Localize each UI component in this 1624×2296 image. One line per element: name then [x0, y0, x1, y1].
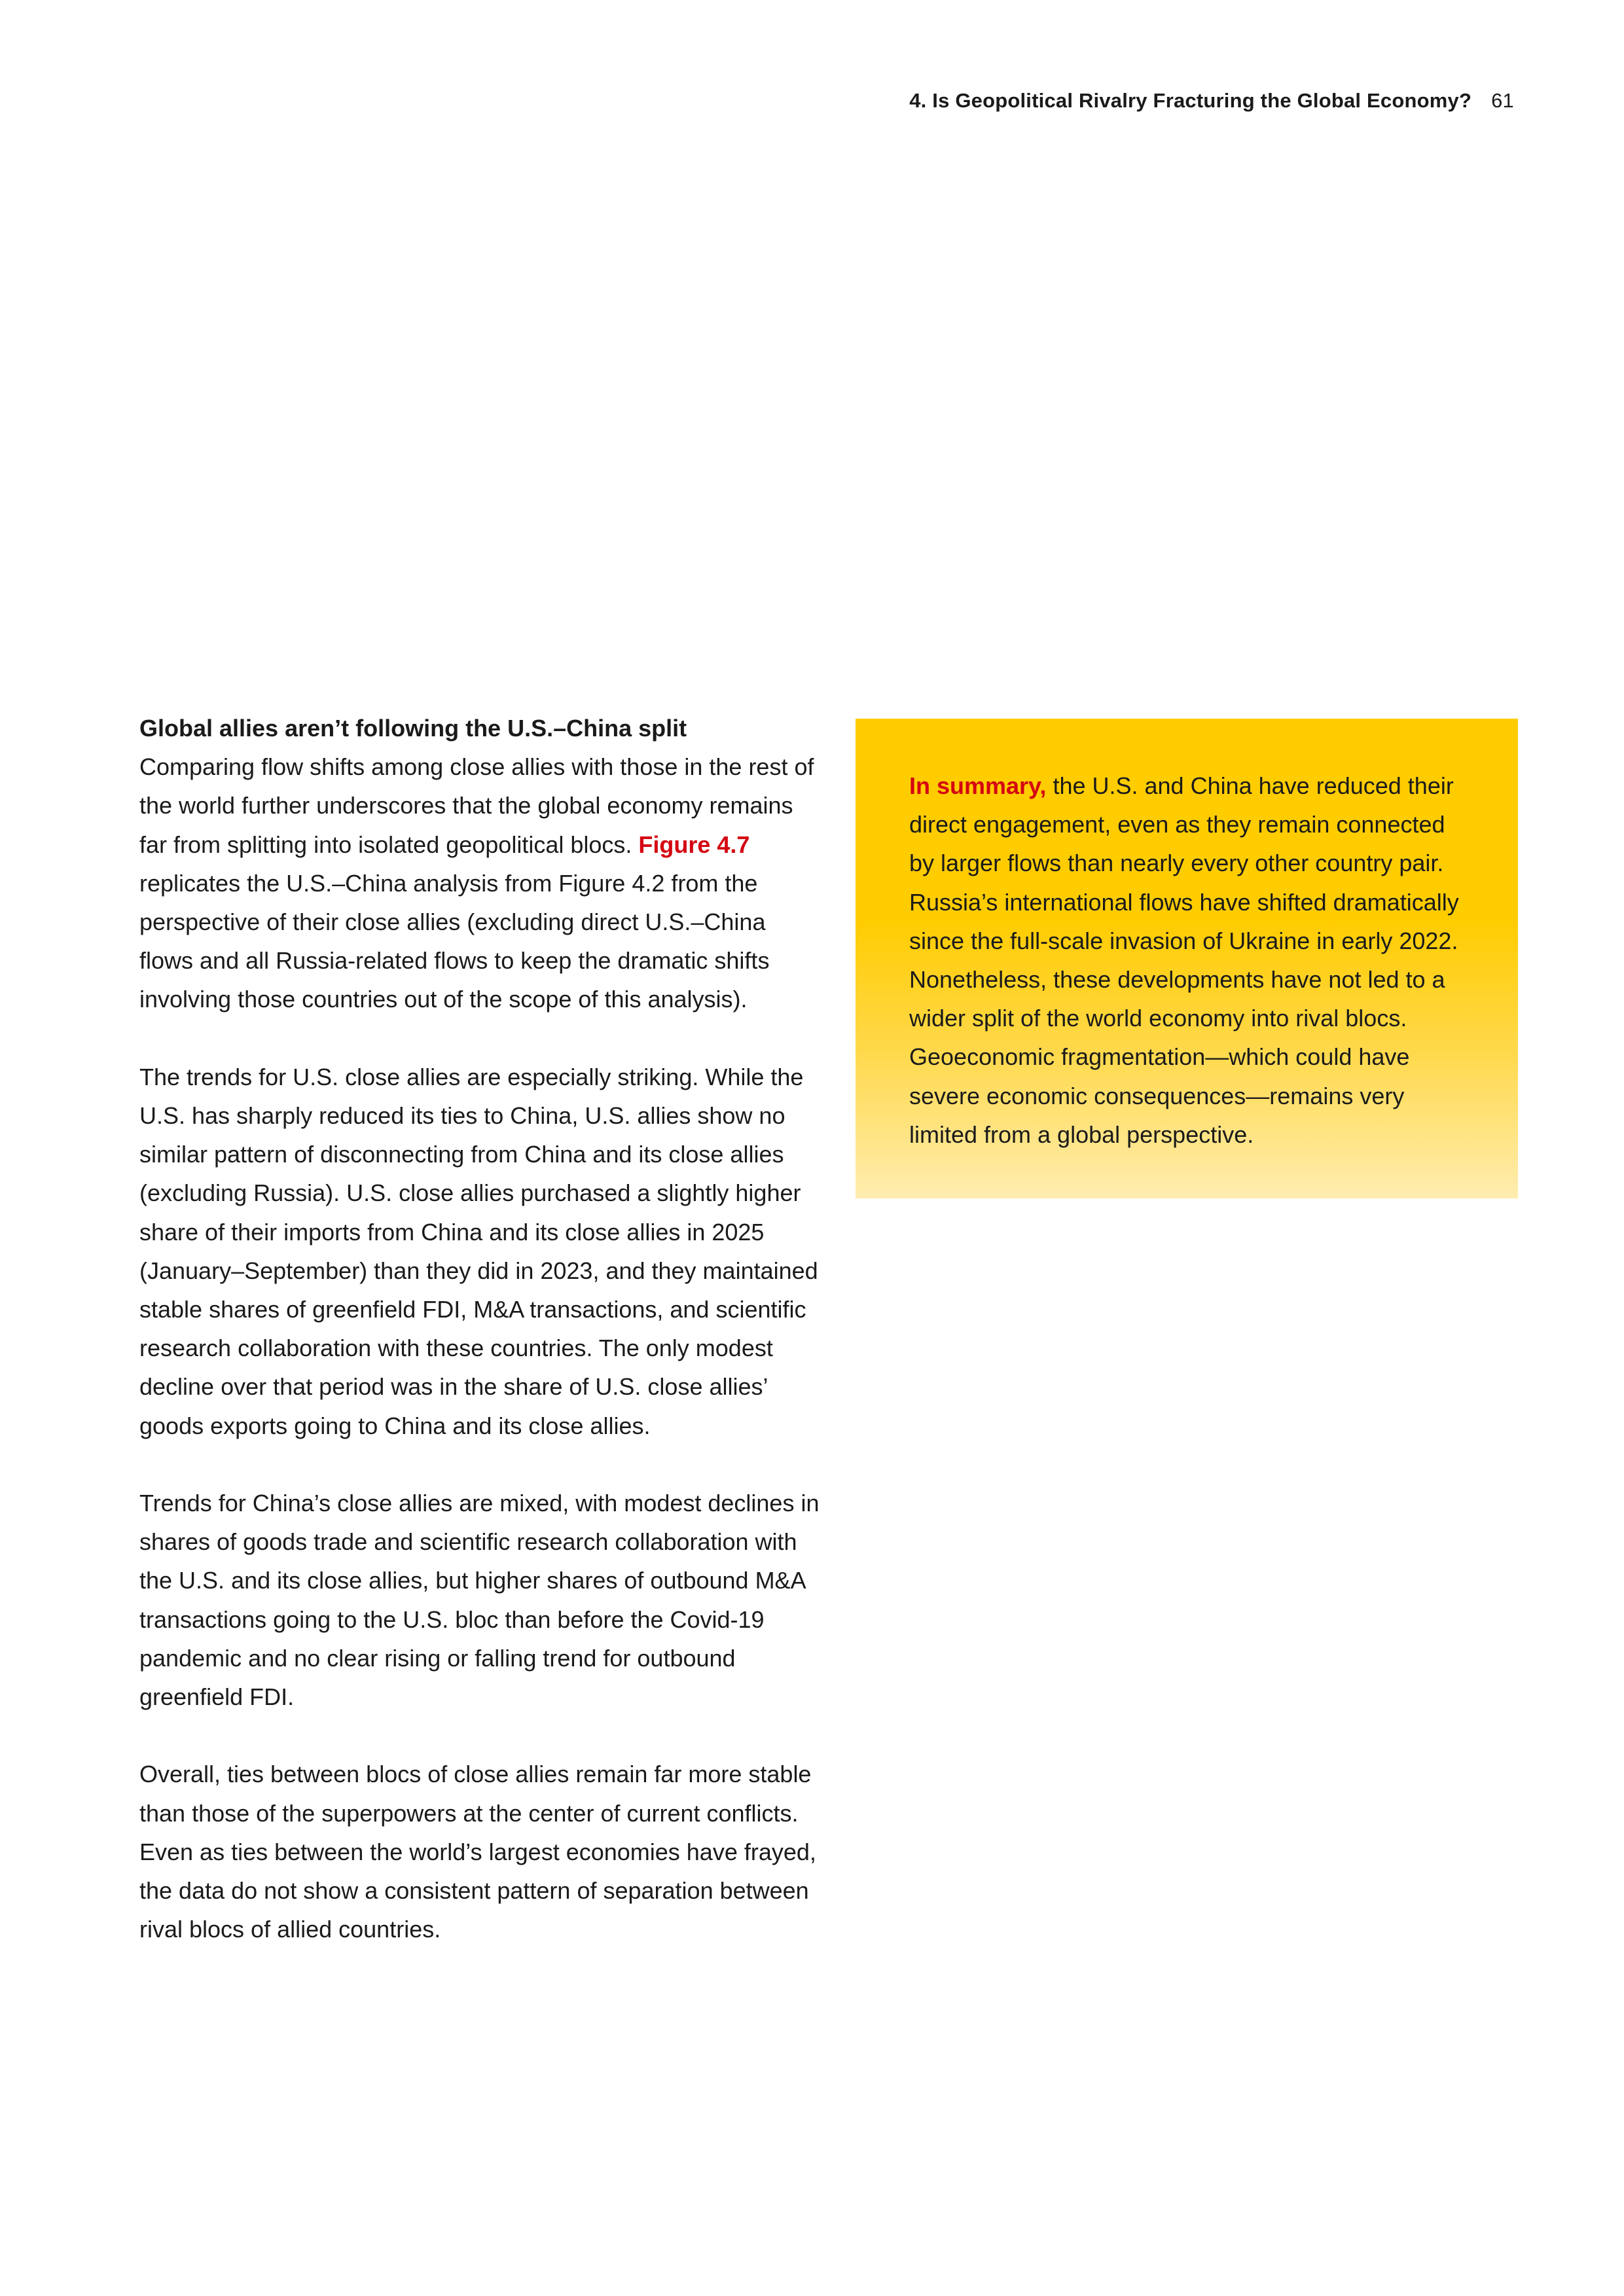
page-number: 61 — [1491, 89, 1514, 112]
main-text-column — [139, 709, 820, 1948]
paragraph-1-text-a: Comparing flow shifts among close allies with those in the rest of the world further underscores that the global economy remains far from splitting into isolated geopolitical blocs. — [139, 753, 814, 858]
chapter-title: 4. Is Geopolitical Rivalry Fracturing the Global Economy? — [909, 89, 1472, 112]
paragraph-intro — [139, 709, 820, 1019]
summary-text: the U.S. and China have reduced their direct engagement, even as they remain connected by larger flows than nearly every other country pair. Russia’s international flows have shifted dramatically since the full-scale invasion of Ukraine in early 2022. Nonetheless, these developments have not led to a wider split of the world economy into rival blocs. Geoeconomic fragmentation—which could have severe economic consequences—remains very limited from a global perspective. — [909, 772, 1459, 1148]
paragraph-1-text-b: replicates the U.S.–China analysis from Figure 4.2 from the perspective of their close allies (excluding direct U.S.–China flows and all Russia-related flows to keep the dramatic shifts involving those countries out of the scope of this analysis). — [139, 869, 770, 1013]
summary-box — [856, 719, 1518, 1198]
summary-lead: In summary, — [909, 772, 1047, 799]
running-header — [909, 89, 1514, 113]
figure-4-7-link[interactable]: Figure 4.7 — [638, 831, 750, 858]
summary-paragraph — [909, 766, 1464, 1154]
section-heading: Global allies aren’t following the U.S.–China split — [139, 715, 687, 742]
paragraph-4: Overall, ties between blocs of close allies remain far more stable than those of the superpowers at the center of current conflicts. Even as ties between the world’s largest economies have frayed, the data do not show a consistent pattern of separation between rival blocs of allied countries. — [139, 1761, 816, 1943]
paragraph-3: Trends for China’s close allies are mixed, with modest declines in shares of goods trade and scientific research collaboration with the U.S. and its close allies, but higher shares of outbound M&A transactions going to the U.S. bloc than before the Covid-19 pandemic and no clear rising or falling trend for outbound greenfield FDI. — [139, 1490, 820, 1711]
paragraph-2: The trends for U.S. close allies are especially striking. While the U.S. has sharply reduced its ties to China, U.S. allies show no similar pattern of disconnecting from China and its close allies (excluding Russia). U.S. close allies purchased a slightly higher share of their imports from China and its close allies in 2025 (January–September) than they did in 2023, and they maintained stable shares of greenfield FDI, M&A transactions, and scientific research collaboration with these countries. The only modest decline over that period was in the share of U.S. close allies’ goods exports going to China and its close allies. — [139, 1063, 818, 1439]
